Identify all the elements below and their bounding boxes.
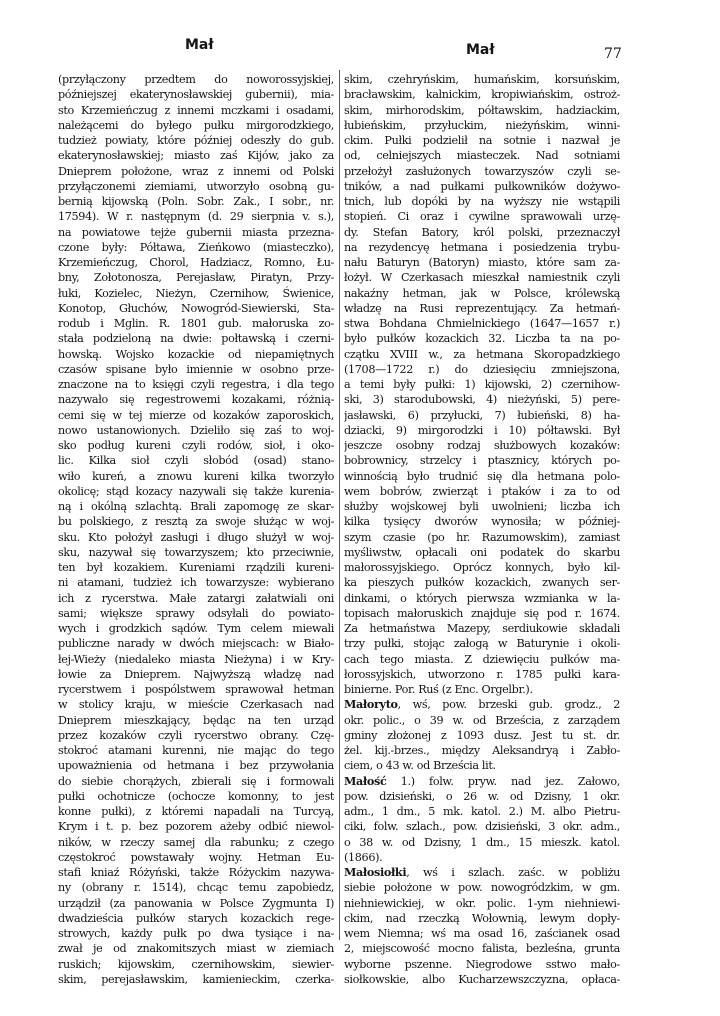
text-line: rodub i Mglin. R. 1801 gub. małoruska zo-	[58, 317, 334, 330]
text-line: przyłączonemi ziemiami, utworzyło osobną gu-	[58, 179, 334, 193]
text-line: upoważnienia od hetmana i bez przywołania	[58, 759, 334, 773]
text-line: przez kozaków czyli rycerstwo obrany. Czę-	[58, 728, 334, 742]
text-line: ciki, folw. szlach., pow. dzisieński, 3 okr. adm.,	[344, 820, 620, 834]
text-line: w stolicy kraju, w mieście Czerkasach nad	[58, 698, 334, 712]
text-line: od, celniejszych miasteczek. Nad sotniami	[344, 149, 620, 163]
text-line: wych i grodzkich sądów. Tym celem miewali	[58, 622, 334, 635]
text-line: konne pułki), z któremi napadali na Turcyą,	[58, 805, 334, 818]
text-line: Dnieprem mieszkający, będąc na ten urząd	[58, 713, 334, 727]
text-line: urządził (za panowania w Polsce Zygmunta I)	[58, 896, 334, 910]
page-number: 77	[604, 46, 622, 62]
text-line: skim, perejasławskim, kamienieckim, czerka-	[58, 972, 334, 986]
text-line: wem bobrów, zwierząt i ptaków i za to od	[344, 484, 620, 498]
text-line: cemi się w tej mierze od kozaków zaporoskich,	[58, 408, 334, 422]
text-line: siołkowskie, albo Kucharzewszczyzna, opłaca-	[344, 972, 620, 986]
text-line: wyborne pszenne. Niegrodowe sstwo mało-	[344, 957, 620, 971]
text-line: stała podzieloną na dwie: połtawską i czerni-	[58, 332, 334, 346]
right-text-column	[344, 72, 620, 987]
entry-headword: Małość	[344, 773, 387, 788]
text-line: nału Baturyn (Batoryn) miasto, które sam za-	[344, 256, 620, 269]
text-line: strowych, każdy pułk po dwa tysiące i na-	[58, 927, 334, 940]
text-line: sku, nazywał się towarzyszem; kto przeciwnie,	[58, 545, 334, 559]
text-line: topisach małoruskich znajduje się pod r. 1674.	[344, 606, 620, 620]
text-line: bny, Zołotonosza, Perejasław, Piratyn, Przy-	[58, 271, 334, 285]
text-line: adm., 1 dm., 5 mk. katol. 2.) M. albo Pietru-	[344, 805, 620, 818]
text-line: dziacki, 9) mirgorodzki i 10) półtawski. Był	[344, 423, 620, 437]
text-line: dwadzieścia pułków starych kozackich rege-	[58, 911, 334, 925]
text-line: ników, w rzeczy samej dla rabunku; z czego	[58, 835, 334, 849]
text-line: sto Krzemieńczug z innemi mczkami i osadami,	[58, 103, 334, 117]
text-line: cach tego miasta. Z dziewięciu pułków ma-	[344, 652, 620, 666]
text-line: stopień. Ci oraz i cywilne sprawowali urzę-	[344, 210, 620, 224]
text-line: Krzemieńczug, Chorol, Hadziacz, Romno, Łu-	[58, 256, 334, 269]
text-line: winnością było trudnić się dla hetmana polo-	[344, 469, 620, 483]
text-line: lic. Kilka sioł czyli słobód (osad) stano-	[58, 454, 334, 468]
text-line: ny (obrany r. 1514), chcąc temu zapobiedz,	[58, 881, 334, 895]
text-line: ten był kozakiem. Kureniami rządzili kureni-	[58, 561, 334, 574]
text-line: kilka tysięcy dworów wynosiła; w później-	[344, 515, 620, 529]
text-line: żel. kij.-brzes., między Aleksandryą i Zabło-	[344, 744, 620, 757]
text-line: trzy pułki, stojąc załogą w Baturynie i okoli-	[344, 637, 620, 651]
text-line: służby wojskowej byli uwolnieni; liczba ich	[344, 500, 620, 513]
entry-headword: Małoryto	[344, 697, 398, 712]
text-line: ckim. Pułki podzielił na sotnie i nazwał je	[344, 134, 620, 147]
text-line: Małość 1.) folw. pryw. nad jez. Załowo,	[344, 773, 620, 788]
text-line: znaczone na to księgi czyli regestra, i dla tego	[58, 378, 334, 391]
text-line: władzę na Rusi reprezentujący. Za hetmań-	[344, 301, 620, 315]
entry-headword: Małosiołki	[344, 865, 407, 879]
text-line: gminy złożonej z 1093 dusz. Jest tu st. dr.	[344, 728, 620, 742]
text-line: 2, miejscowość mocno falista, bezleśna, grunta	[344, 942, 620, 956]
text-line: skim, mirhorodskim, półtawskim, hadziackim,	[344, 103, 620, 117]
text-line: ciem, o 43 w. od Brześcia lit.	[344, 759, 496, 773]
text-line: bu polskiego, z resztą za swoje służąc w woj-	[58, 515, 334, 529]
text-line: ich z rycerstwa. Małe zatargi załatwiali oni	[58, 591, 334, 605]
text-line: dy. Stefan Batory, król polski, przeznaczył	[344, 225, 620, 239]
text-line: pułki ochotnicze (ochocze komonny, to jest	[58, 789, 334, 803]
text-line: tudzież powiaty, które później odeszły do gub.	[58, 134, 334, 147]
text-line: pow. dzisieński, o 26 w. od Dzisny, 1 okr.	[344, 789, 620, 803]
running-head-left: Mał	[185, 37, 214, 53]
text-line: przełożył zasłużonych towarzyszów czyli se-	[344, 164, 620, 178]
text-line: łuki, Kozielec, Nieżyn, Czernihow, Świenice,	[58, 286, 334, 300]
text-line: małorossyjskiego. Oprócz konnych, było kil-	[344, 561, 620, 574]
text-line: tnich, lub dopóki by na wyższy nie wstąpili	[344, 195, 620, 208]
text-line: łorossyjskich, utworzono r. 1785 pułki kara-	[344, 667, 620, 681]
text-line: skim, czehryńskim, humańskim, korsuńskim,	[344, 73, 620, 86]
text-line: czątku XVIII w., za hetmana Skoropadzkiego	[344, 347, 620, 361]
text-line: Dnieprem położone, wraz z innemi od Polski	[58, 164, 334, 178]
text-line: Konotop, Głuchów, Nowogród-Siewierski, Sta-	[58, 301, 334, 315]
column-divider	[339, 70, 340, 940]
text-line: ną i okólną szlachtą. Brali zapomogę ze skar-	[58, 500, 334, 513]
text-line: ruskich; kijowskim, czernihowskim, siewier-	[58, 957, 334, 971]
text-line: sko podług kureni czyli rodów, sioł, i oko-	[58, 439, 334, 452]
text-line: Krym i t. p. bez pozorem ażeby odbić niewol-	[58, 820, 334, 834]
text-line: bernią kijowską (Poln. Sobr. Zak., I sobr., nr.	[58, 195, 334, 208]
text-line: dinkami, o których pierwsza wzmianka w la-	[344, 591, 620, 605]
text-line: zwał je od znakomitszych miast w ziemiach	[58, 942, 334, 956]
text-line: myśliwstw, opłacali oni podatek do skarbu	[344, 545, 620, 559]
text-line: łożył. W Czerkasach mieszkał namiestnik czyli	[344, 271, 620, 285]
text-line: czasów spisane było imiennie w osobno prze-	[58, 362, 334, 376]
text-line: a temi były pułki: 1) kijowski, 2) czernihow-	[344, 378, 620, 391]
text-line: do siebie chorążych, zbierali się i formowali	[58, 774, 334, 788]
text-line: na powiatowe tejże gubernii miasta przezna-	[58, 225, 334, 239]
text-line: publiczne narady w dwóch miejscach: w Biało-	[58, 637, 334, 651]
text-line: okr. polic., o 39 w. od Brześcia, z zarządem	[344, 713, 620, 727]
text-line: łowie za Dnieprem. Najwyższą władzę nad	[58, 667, 334, 681]
text-line: (przyłączony przedtem do noworossyjskiej,	[58, 73, 334, 86]
text-line: jasławski, 6) przyłucki, 7) łubieński, 8) ha-	[344, 408, 620, 422]
text-line: stokroć atamani kurenni, nie mając do tego	[58, 744, 334, 757]
text-line: (1708—1722 r.) do dziesięciu zmniejszona,	[344, 362, 620, 376]
text-line: stwa Bohdana Chmielnickiego (1647—1657 r.)	[344, 317, 620, 330]
running-head-center: Mał	[466, 42, 495, 58]
text-line: łubieńskim, przyłuckim, nieżyńskim, winni-	[344, 118, 620, 132]
left-text-column	[58, 72, 334, 987]
text-line: szym czasie (po hr. Razumowskim), zamiast	[344, 530, 620, 544]
text-line: (1866).	[344, 850, 383, 864]
text-line: tników, a nad pułkami pułkowników dożywo-	[344, 179, 620, 193]
text-line: wiło kureń, a znowu kureni kilka tworzyło	[58, 469, 334, 483]
text-line: sku. Kto położył zasługi i długo służył w woj-	[58, 530, 334, 544]
text-line: ckim, nad rzeczką Wołownią, lewym dopły-	[344, 911, 620, 925]
text-line: jeszcze osobny rodzaj służbowych kozaków:	[344, 439, 620, 452]
text-line: Małoryto, wś, pow. brzeski gub. grodz., 2	[344, 697, 620, 712]
text-line: Małosiołki, wś i szlach. zaśc. w pobliżu	[344, 865, 620, 879]
text-line: nowo ustanowionych. Dzieliło się zaś to woj-	[58, 423, 334, 437]
text-line: 17594). W r. następnym (d. 29 sierpnia v. s.),	[58, 210, 334, 224]
text-line: częstokroć powstawały wojny. Hetman Eu-	[58, 850, 334, 864]
text-line: bobrownicy, strzelcy i ptasznicy, których po-	[344, 454, 620, 468]
text-line: ekaterynosławskiej; miasto zaś Kijów, jako za	[58, 149, 334, 163]
text-line: okolicę; stąd kozacy nazywali się także kurenia-	[58, 484, 334, 498]
text-line: bracławskim, kalnickim, kropiwiańskim, ostroż-	[344, 88, 620, 102]
text-line: czone były: Półtawa, Zieńkowo (miasteczko),	[58, 240, 334, 254]
text-line: stafi kniaź Różyński, także Różyckim nazywa-	[58, 866, 334, 879]
text-line: siebie położone w pow. nowogródzkim, w gm.	[344, 881, 620, 895]
text-line: howską. Wojsko kozackie od niepamiętnych	[58, 347, 334, 361]
text-line: nakaźny hetman, jak w Polsce, królewską	[344, 286, 620, 300]
text-line: łej-Wieży (niedaleko miasta Nieżyna) i w Kry-	[58, 652, 334, 666]
text-line: binierne. Por. Ruś (z Enc. Orgelbr.).	[344, 683, 533, 696]
text-line: ski, 3) starodubowski, 4) nieżyński, 5) pere-	[344, 393, 620, 407]
text-line: niehniewickiej, w okr. polic. 1-ym niehniewi-	[344, 896, 620, 910]
text-line: było pułków kozackich 32. Liczba ta na po-	[344, 332, 620, 346]
text-line: o 38 w. od Dzisny, 1 dm., 15 mieszk. katol.	[344, 835, 620, 849]
text-line: nazywało się regestrowemi kozakami, różnią-	[58, 393, 334, 407]
text-line: ka pieszych pułków kozackich, zwanych ser-	[344, 576, 620, 590]
text-line: na rezydencyę hetmana i posiedzenia trybu-	[344, 240, 620, 254]
text-line: należącemi do byłego pułku mirgorodzkiego,	[58, 118, 334, 132]
text-line: Za hetmaństwa Mazepy, serdiukowie składali	[344, 622, 620, 635]
text-line: sami; większe sprawy odsyłali do powiato-	[58, 606, 334, 620]
text-line: późniejszej ekaterynosławskiej gubernii), mia-	[58, 88, 334, 102]
text-line: rycerstwem i pospólstwem sprawował hetman	[58, 683, 334, 696]
text-line: ni atamani, tudzież ich towarzysze: wybierano	[58, 576, 334, 590]
text-line: wem Niemna; wś ma osad 16, zaścianek osad	[344, 927, 620, 940]
